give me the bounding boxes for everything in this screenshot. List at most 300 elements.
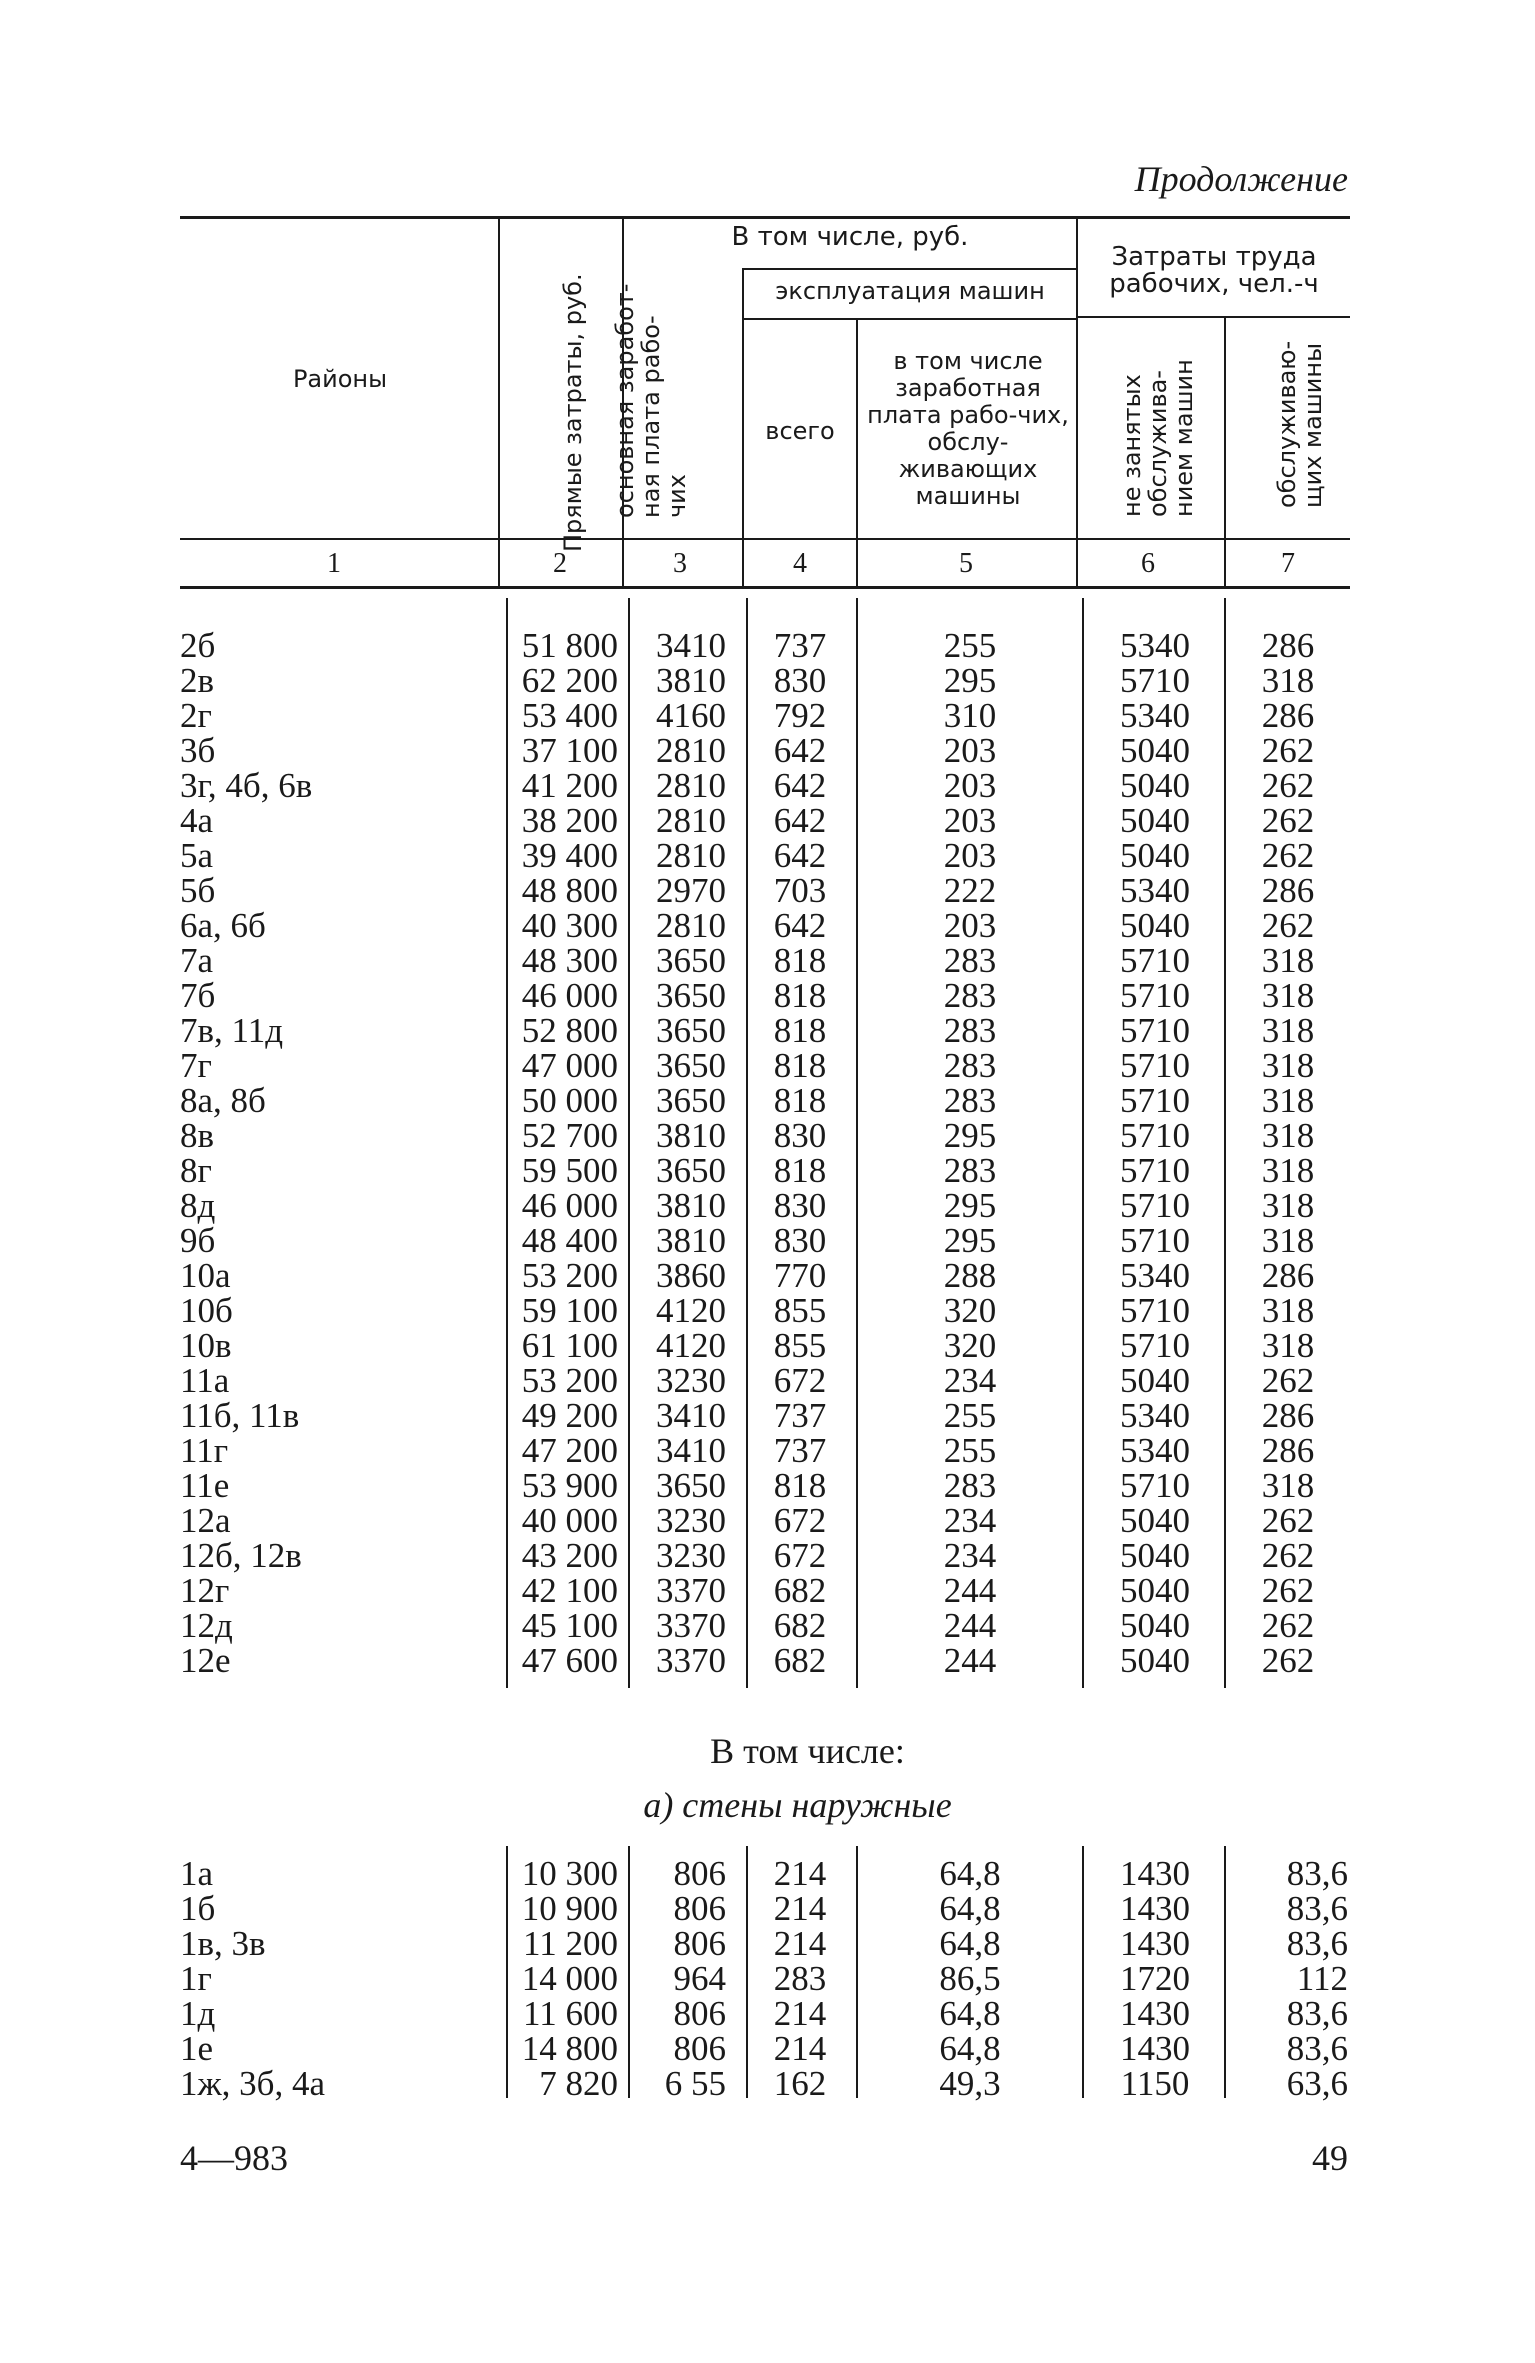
labor-non-machine-column	[1090, 1856, 1220, 2101]
table-cell: 806	[673, 1924, 726, 1963]
table-cell: 49 200	[521, 1396, 618, 1435]
table-cell: 83,6	[1286, 1994, 1348, 2033]
table-cell: 806	[673, 1889, 726, 1928]
table-cell: 672	[773, 1501, 827, 1540]
table-cell: 1150	[1120, 2064, 1190, 2103]
table-cell: 3410	[656, 626, 726, 665]
table-cell: 830	[773, 661, 827, 700]
table-cell: 295	[943, 1221, 997, 1260]
divider	[1224, 1846, 1226, 2098]
table-cell: 262	[1261, 1501, 1315, 1540]
table-cell: 262	[1261, 1536, 1315, 1575]
table-cell: 53 200	[521, 1361, 618, 1400]
table-cell: 4а	[180, 801, 214, 840]
table-cell: 8д	[180, 1186, 216, 1225]
table-cell: 50 000	[521, 1081, 618, 1120]
table-cell: 3230	[656, 1501, 726, 1540]
table-cell: 5040	[1120, 1641, 1190, 1680]
divider	[746, 1846, 748, 2098]
table-cell: 3650	[656, 1466, 726, 1505]
table-cell: 47 000	[521, 1046, 618, 1085]
table-cell: 855	[773, 1326, 827, 1365]
table-cell: 5710	[1120, 1081, 1190, 1120]
table-cell: 3650	[656, 1081, 726, 1120]
table-cell: 5а	[180, 836, 214, 875]
region-column	[180, 628, 480, 1678]
table-cell: 83,6	[1286, 1854, 1348, 1893]
table-cell: 255	[943, 1396, 997, 1435]
table-cell: 86,5	[939, 1959, 1001, 1998]
table-cell: 262	[1261, 1361, 1315, 1400]
table-cell: 2810	[656, 906, 726, 945]
table-cell: 2г	[180, 696, 212, 735]
table-cell: 5040	[1120, 731, 1190, 770]
table-cell: 770	[773, 1256, 827, 1295]
table-cell: 3230	[656, 1536, 726, 1575]
table-cell: 3860	[656, 1256, 726, 1295]
table-cell: 262	[1261, 906, 1315, 945]
table-cell: 203	[943, 731, 997, 770]
table-cell: 3370	[656, 1606, 726, 1645]
table-cell: 11г	[180, 1431, 229, 1470]
table-cell: 286	[1261, 1396, 1315, 1435]
table-cell: 642	[773, 801, 827, 840]
table-cell: 64,8	[939, 1994, 1001, 2033]
table-cell: 8в	[180, 1116, 215, 1155]
table-cell: 830	[773, 1221, 827, 1260]
table-cell: 47 200	[521, 1431, 618, 1470]
col-number: 4	[793, 548, 807, 579]
table-cell: 295	[943, 661, 997, 700]
table-cell: 283	[943, 976, 997, 1015]
table-cell: 3810	[656, 1221, 726, 1260]
table-cell: 318	[1261, 976, 1315, 1015]
table-cell: 11а	[180, 1361, 230, 1400]
table-cell: 5040	[1120, 906, 1190, 945]
table-cell: 682	[773, 1571, 827, 1610]
table-cell: 5040	[1120, 1536, 1190, 1575]
table-cell: 53 900	[521, 1466, 618, 1505]
direct-costs-header: Прямые затраты, руб.	[559, 273, 587, 552]
table-cell: 5710	[1120, 1151, 1190, 1190]
table-cell: 642	[773, 836, 827, 875]
table-cell: 52 800	[521, 1011, 618, 1050]
table-cell: 288	[943, 1256, 997, 1295]
col-number: 3	[673, 548, 687, 579]
table-cell: 2в	[180, 661, 215, 700]
table-cell: 3650	[656, 976, 726, 1015]
header-bottom-rule	[180, 538, 1350, 540]
direct-costs-column	[508, 1856, 618, 2101]
table-cell: 5710	[1120, 1046, 1190, 1085]
table-cell: 12г	[180, 1571, 230, 1610]
not-machine-header: не занятых обслужива-нием машин	[1118, 359, 1198, 517]
table-cell: 5340	[1120, 626, 1190, 665]
table-cell: 214	[773, 1924, 827, 1963]
table-cell: 64,8	[939, 2029, 1001, 2068]
table-cell: 286	[1261, 1431, 1315, 1470]
table-cell: 642	[773, 766, 827, 805]
table-cell: 818	[773, 1011, 827, 1050]
table-cell: 318	[1261, 1046, 1315, 1085]
table-cell: 1430	[1120, 1994, 1190, 2033]
table-cell: 3230	[656, 1361, 726, 1400]
table-cell: 2б	[180, 626, 216, 665]
table-cell: 1430	[1120, 1924, 1190, 1963]
table-cell: 283	[943, 1151, 997, 1190]
table-cell: 6а, 6б	[180, 906, 266, 945]
divider	[1076, 316, 1350, 318]
table-cell: 806	[673, 1994, 726, 2033]
footer-code: 4—983	[180, 2138, 288, 2178]
table-cell: 12а	[180, 1501, 231, 1540]
table-cell: 83,6	[1286, 1889, 1348, 1928]
table-cell: 5340	[1120, 1256, 1190, 1295]
table-cell: 5710	[1120, 1116, 1190, 1155]
table-cell: 737	[773, 1396, 827, 1435]
table-cell: 214	[773, 1994, 827, 2033]
divider	[1224, 598, 1226, 1688]
table-cell: 3810	[656, 1116, 726, 1155]
col-number: 7	[1281, 548, 1295, 579]
table-cell: 3810	[656, 1186, 726, 1225]
table-cell: 262	[1261, 1571, 1315, 1610]
table-cell: 244	[943, 1606, 997, 1645]
table-cell: 262	[1261, 801, 1315, 840]
table-cell: 5040	[1120, 1606, 1190, 1645]
table-cell: 2810	[656, 801, 726, 840]
table-cell: 37 100	[521, 731, 618, 770]
table-cell: 295	[943, 1186, 997, 1225]
table-cell: 5710	[1120, 1466, 1190, 1505]
table-cell: 792	[773, 696, 827, 735]
table-cell: 642	[773, 731, 827, 770]
machine-wages-column	[900, 1856, 1040, 2101]
table-cell: 234	[943, 1361, 997, 1400]
table-cell: 320	[943, 1291, 997, 1330]
col-number: 6	[1141, 548, 1155, 579]
table-cell: 214	[773, 2029, 827, 2068]
colnum-bottom-rule	[180, 586, 1350, 589]
total-header: всего	[765, 417, 835, 445]
table-cell: 8г	[180, 1151, 212, 1190]
table-cell: 703	[773, 871, 827, 910]
table-cell: 5710	[1120, 1291, 1190, 1330]
table-cell: 2970	[656, 871, 726, 910]
divider	[1076, 218, 1078, 588]
table-cell: 3370	[656, 1571, 726, 1610]
table-cell: 1720	[1120, 1959, 1190, 1998]
table-cell: 5040	[1120, 1361, 1190, 1400]
table-cell: 64,8	[939, 1889, 1001, 1928]
table-cell: 318	[1261, 1291, 1315, 1330]
table-cell: 642	[773, 906, 827, 945]
table-cell: 672	[773, 1536, 827, 1575]
table-cell: 59 100	[521, 1291, 618, 1330]
table-cell: 318	[1261, 1326, 1315, 1365]
table-cell: 244	[943, 1571, 997, 1610]
table-cell: 234	[943, 1501, 997, 1540]
table-cell: 49,3	[939, 2064, 1001, 2103]
table-cell: 48 300	[521, 941, 618, 980]
col-number: 2	[553, 548, 567, 579]
table-cell: 5710	[1120, 1186, 1190, 1225]
table-cell: 286	[1261, 1256, 1315, 1295]
table-cell: 806	[673, 1854, 726, 1893]
table-cell: 14 000	[521, 1959, 618, 1998]
labor-machine-column	[1228, 628, 1348, 1678]
machine-wages-column	[900, 628, 1040, 1678]
machine-operation-header: эксплуатация машин	[775, 277, 1045, 305]
table-cell: 3370	[656, 1641, 726, 1680]
table-cell: 61 100	[521, 1326, 618, 1365]
table-cell: 12е	[180, 1641, 231, 1680]
table-cell: 10б	[180, 1291, 233, 1330]
table-cell: 255	[943, 626, 997, 665]
divider	[1224, 318, 1226, 588]
table-cell: 46 000	[521, 1186, 618, 1225]
table-cell: 5710	[1120, 976, 1190, 1015]
table-cell: 682	[773, 1606, 827, 1645]
table-cell: 855	[773, 1291, 827, 1330]
table-cell: 3б	[180, 731, 216, 770]
table-cell: 48 400	[521, 1221, 618, 1260]
table-cell: 4160	[656, 696, 726, 735]
table-cell: 818	[773, 941, 827, 980]
table-cell: 286	[1261, 626, 1315, 665]
table-cell: 7 820	[539, 2064, 618, 2103]
table-cell: 10а	[180, 1256, 231, 1295]
table-cell: 10 900	[521, 1889, 618, 1928]
table-cell: 3810	[656, 661, 726, 700]
labor-machine-column	[1228, 1856, 1348, 2101]
table-cell: 214	[773, 1854, 827, 1893]
col-number: 1	[327, 548, 341, 579]
divider	[1082, 598, 1084, 1688]
table-cell: 262	[1261, 1641, 1315, 1680]
table-cell: 14 800	[521, 2029, 618, 2068]
table-cell: 52 700	[521, 1116, 618, 1155]
table-cell: 203	[943, 766, 997, 805]
table-cell: 5040	[1120, 766, 1190, 805]
table-cell: 318	[1261, 941, 1315, 980]
table-cell: 818	[773, 1151, 827, 1190]
table-cell: 2810	[656, 836, 726, 875]
table-cell: 10 300	[521, 1854, 618, 1893]
table-cell: 1в, 3в	[180, 1924, 266, 1963]
table-cell: 818	[773, 1046, 827, 1085]
table-cell: 4120	[656, 1291, 726, 1330]
table-cell: 262	[1261, 766, 1315, 805]
table-cell: 5040	[1120, 836, 1190, 875]
table-cell: 3650	[656, 941, 726, 980]
table-cell: 11 600	[523, 1994, 618, 2033]
table-cell: 7в, 11д	[180, 1011, 284, 1050]
table-cell: 818	[773, 976, 827, 1015]
table-cell: 1д	[180, 1994, 216, 2033]
page-number: 49	[1312, 2138, 1348, 2178]
table-cell: 42 100	[521, 1571, 618, 1610]
table-cell: 12д	[180, 1606, 233, 1645]
table-cell: 295	[943, 1116, 997, 1155]
table-cell: 255	[943, 1431, 997, 1470]
table-cell: 830	[773, 1186, 827, 1225]
continuation-label: Продолжение	[1134, 159, 1348, 199]
table-cell: 45 100	[521, 1606, 618, 1645]
table-cell: 283	[943, 1046, 997, 1085]
table-cell: 51 800	[521, 626, 618, 665]
divider	[1082, 1846, 1084, 2098]
divider	[856, 598, 858, 1688]
table-cell: 1г	[180, 1959, 212, 1998]
machine-total-column	[750, 628, 850, 1678]
table-cell: 83,6	[1286, 2029, 1348, 2068]
table-cell: 283	[943, 1011, 997, 1050]
table-cell: 1430	[1120, 1854, 1190, 1893]
region-column	[180, 1856, 480, 2101]
table-cell: 283	[773, 1959, 827, 1998]
table-cell: 1430	[1120, 1889, 1190, 1928]
table-cell: 38 200	[521, 801, 618, 840]
table-cell: 5340	[1120, 1431, 1190, 1470]
table-cell: 12б, 12в	[180, 1536, 302, 1575]
table-cell: 5710	[1120, 941, 1190, 980]
table-cell: 737	[773, 1431, 827, 1470]
table-cell: 5040	[1120, 1571, 1190, 1610]
table-cell: 5710	[1120, 1221, 1190, 1260]
table-cell: 8а, 8б	[180, 1081, 266, 1120]
table-cell: 7б	[180, 976, 216, 1015]
table-cell: 53 400	[521, 696, 618, 735]
table-cell: 262	[1261, 731, 1315, 770]
table-cell: 1б	[180, 1889, 216, 1928]
table-cell: 244	[943, 1641, 997, 1680]
table-cell: 737	[773, 626, 827, 665]
table-cell: 318	[1261, 1116, 1315, 1155]
table-cell: 10в	[180, 1326, 232, 1365]
table-cell: 7а	[180, 941, 214, 980]
table-cell: 39 400	[521, 836, 618, 875]
table-cell: 806	[673, 2029, 726, 2068]
table-cell: 112	[1296, 1959, 1348, 1998]
table-cell: 283	[943, 1081, 997, 1120]
table-cell: 9б	[180, 1221, 216, 1260]
table-cell: 53 200	[521, 1256, 618, 1295]
table-cell: 62 200	[521, 661, 618, 700]
table-cell: 830	[773, 1116, 827, 1155]
table-cell: 5710	[1120, 661, 1190, 700]
table-cell: 318	[1261, 1151, 1315, 1190]
table-cell: 1ж, 3б, 4а	[180, 2064, 326, 2103]
base-wages-column	[630, 628, 726, 1678]
table-cell: 262	[1261, 836, 1315, 875]
table-cell: 318	[1261, 1221, 1315, 1260]
table-cell: 214	[773, 1889, 827, 1928]
table-cell: 310	[943, 696, 997, 735]
table-cell: 3650	[656, 1011, 726, 1050]
labor-costs-header: Затраты труда рабочих, чел.-ч	[1109, 242, 1319, 299]
regions-header: Районы	[292, 365, 388, 393]
table-cell: 63,6	[1286, 2064, 1348, 2103]
table-cell: 3650	[656, 1151, 726, 1190]
table-cell: 5340	[1120, 871, 1190, 910]
table-cell: 3410	[656, 1431, 726, 1470]
direct-costs-column	[508, 628, 618, 1678]
table-cell: 318	[1261, 1011, 1315, 1050]
divider	[856, 1846, 858, 2098]
table-cell: 318	[1261, 1466, 1315, 1505]
table-cell: 48 800	[521, 871, 618, 910]
header-top-rule	[180, 216, 1350, 219]
table-cell: 3410	[656, 1396, 726, 1435]
table-cell: 40 000	[521, 1501, 618, 1540]
table-cell: 283	[943, 941, 997, 980]
table-cell: 286	[1261, 696, 1315, 735]
table-cell: 3650	[656, 1046, 726, 1085]
divider	[742, 268, 1076, 270]
table-cell: 283	[943, 1466, 997, 1505]
table-cell: 83,6	[1286, 1924, 1348, 1963]
including-label: В том числе:	[710, 1731, 905, 1771]
table-cell: 40 300	[521, 906, 618, 945]
table-cell: 11 200	[523, 1924, 618, 1963]
table-cell: 2810	[656, 731, 726, 770]
table-cell: 5040	[1120, 1501, 1190, 1540]
table-cell: 6 55	[664, 2064, 726, 2103]
table-cell: 672	[773, 1361, 827, 1400]
table-cell: 3г, 4б, 6в	[180, 766, 313, 805]
table-cell: 1а	[180, 1854, 214, 1893]
table-cell: 11б, 11в	[180, 1396, 300, 1435]
table-cell: 46 000	[521, 976, 618, 1015]
table-cell: 203	[943, 906, 997, 945]
table-cell: 222	[943, 871, 997, 910]
table-cell: 1е	[180, 2029, 214, 2068]
base-wages-column	[630, 1856, 726, 2101]
table-cell: 5710	[1120, 1326, 1190, 1365]
table-cell: 7г	[180, 1046, 212, 1085]
table-cell: 682	[773, 1641, 827, 1680]
table-cell: 318	[1261, 1081, 1315, 1120]
section-subtitle: а) стены наружные	[643, 1785, 952, 1825]
table-cell: 818	[773, 1466, 827, 1505]
table-cell: 964	[673, 1959, 726, 1998]
table-cell: 203	[943, 801, 997, 840]
col-number: 5	[959, 548, 973, 579]
table-cell: 5340	[1120, 1396, 1190, 1435]
table-cell: 64,8	[939, 1924, 1001, 1963]
table-cell: 318	[1261, 661, 1315, 700]
table-cell: 43 200	[521, 1536, 618, 1575]
table-cell: 262	[1261, 1606, 1315, 1645]
divider	[498, 218, 500, 588]
including-header: В том числе, руб.	[731, 222, 969, 252]
including-wages-header: в том числе заработная плата рабо-чих, обслу-живающих машины	[867, 347, 1069, 510]
table-cell: 64,8	[939, 1854, 1001, 1893]
table-cell: 11е	[180, 1466, 230, 1505]
table-cell: 59 500	[521, 1151, 618, 1190]
labor-non-machine-column	[1090, 628, 1220, 1678]
machine-total-column	[750, 1856, 850, 2101]
table-cell: 818	[773, 1081, 827, 1120]
table-cell: 5б	[180, 871, 216, 910]
table-cell: 320	[943, 1326, 997, 1365]
table-cell: 47 600	[521, 1641, 618, 1680]
table-cell: 2810	[656, 766, 726, 805]
divider	[742, 318, 1076, 320]
divider	[746, 598, 748, 1688]
table-cell: 41 200	[521, 766, 618, 805]
